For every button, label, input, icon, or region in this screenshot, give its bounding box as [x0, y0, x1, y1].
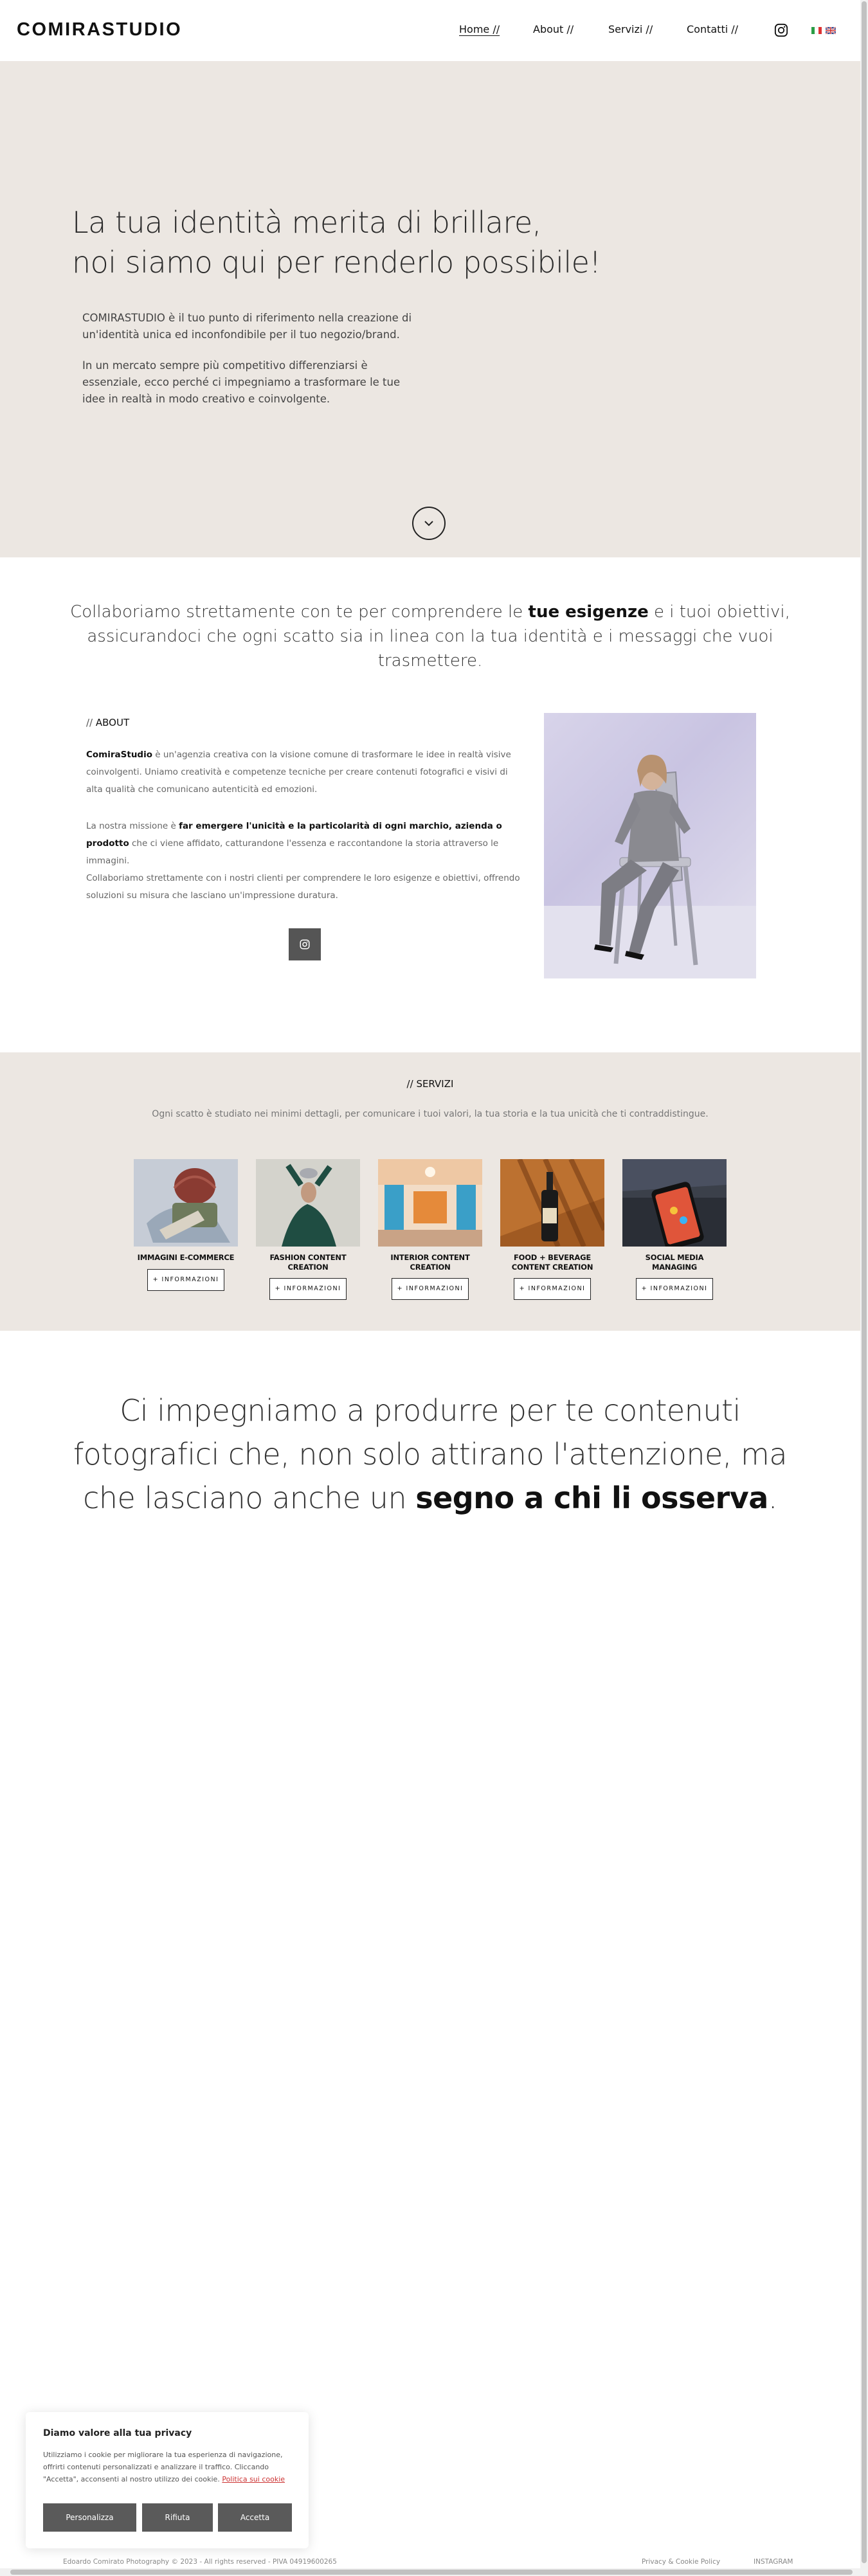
collab-bold: tue esigenze — [528, 602, 649, 622]
about-paragraph-2 — [86, 818, 523, 870]
about-photo — [544, 713, 756, 978]
service-card-ecommerce[interactable] — [134, 1159, 238, 1291]
service-image-fashion — [256, 1159, 360, 1247]
service-caption: SOCIAL MEDIA MANAGING — [645, 1253, 704, 1272]
cookie-accept-button[interactable]: Accetta — [218, 2503, 292, 2532]
hero-paragraph-1: COMIRASTUDIO è il tuo punto di riferimento nella creazione di un'identità unica ed inconfondibile per il tuo negozio/brand. — [82, 312, 412, 341]
cookie-personalize-button[interactable]: Personalizza — [43, 2503, 136, 2532]
collab-text-2: e i tuoi obiettivi, assicurandoci che ogni scatto sia in linea con la tua identità e i messaggi che vuoi trasmettere. — [87, 602, 790, 671]
services-slash: // — [406, 1078, 417, 1090]
cookie-text — [43, 2449, 294, 2485]
flag-en-icon[interactable] — [826, 27, 836, 34]
services-title: SERVIZI — [416, 1078, 454, 1090]
language-switcher — [811, 27, 836, 34]
service-info-button[interactable]: + INFORMAZIONI — [392, 1278, 469, 1300]
hero-title-line2: noi siamo qui per renderlo possibile! — [72, 245, 601, 280]
vertical-scrollbar[interactable] — [860, 0, 868, 2576]
service-image-interior — [378, 1159, 482, 1247]
services-subtitle: Ogni scatto è studiato nei minimi dettagli, per comunicare i tuoi valori, la tua storia e la tua unicità che ti contraddistingue. — [152, 1109, 709, 1119]
services-section — [0, 1052, 860, 1331]
service-image-ecommerce — [134, 1159, 238, 1247]
site-header — [0, 0, 860, 61]
instagram-icon[interactable] — [774, 23, 788, 37]
footer-instagram-link[interactable]: INSTAGRAM — [754, 2558, 793, 2566]
service-card-interior[interactable] — [378, 1159, 482, 1300]
about-instagram-button[interactable] — [289, 928, 321, 960]
about-text-1: è un'agenzia creativa con la visione comune di trasformare le idee in realtà visive coinvolgenti. Uniamo creatività e competenze tecniche per creare contenuti fotografici e visivi di alta qualità che comunicano autenticità ed emozioni. — [86, 750, 511, 795]
horizontal-scroll-thumb[interactable] — [10, 2570, 853, 2575]
about-text-2a: La nostra missione è — [86, 821, 179, 831]
about-text-2b: che ci viene affidato, catturandone l'essenza e raccontandone la storia attraverso le immagini. — [86, 838, 499, 866]
cookie-reject-button[interactable]: Rifiuta — [142, 2503, 213, 2532]
hero-paragraph-2: In un mercato sempre più competitivo differenziarsi è essenziale, ecco perché ci impegniamo a trasformare le tue idee in realtà in modo creativo e coinvolgente. — [82, 359, 401, 405]
nav-about[interactable]: About // — [533, 23, 574, 35]
nav-home[interactable]: Home // — [459, 23, 500, 35]
service-info-button[interactable]: + INFORMAZIONI — [514, 1278, 591, 1300]
hero-section — [0, 61, 860, 557]
about-title: ABOUT — [95, 717, 130, 728]
flag-it-icon[interactable] — [811, 27, 822, 34]
service-image-food — [500, 1159, 604, 1247]
commitment-text-1: Ci impegniamo a produrre per te contenuti fotografici che, non solo attirano l'attenzione, ma che lasciano anche un — [73, 1393, 788, 1515]
footer-copyright: Edoardo Comirato Photography © 2023 - All rights reserved - PIVA 04919600265 — [63, 2558, 337, 2566]
chevron-down-icon — [422, 516, 436, 530]
about-slash: // — [86, 717, 96, 728]
service-caption: INTERIOR CONTENT CREATION — [390, 1253, 470, 1272]
cookie-banner — [26, 2412, 309, 2548]
services-heading — [0, 1078, 860, 1090]
instagram-icon — [299, 939, 311, 950]
hero-title — [72, 203, 651, 282]
service-info-button[interactable]: + INFORMAZIONI — [269, 1278, 347, 1300]
collab-statement — [39, 600, 822, 673]
cookie-policy-link[interactable]: Politica sui cookie — [222, 2475, 285, 2483]
commitment-bold: segno a chi li osserva — [415, 1481, 768, 1515]
service-caption: FOOD + BEVERAGE CONTENT CREATION — [511, 1253, 593, 1272]
model-on-chair-image — [544, 713, 756, 978]
commitment-statement — [51, 1389, 809, 1520]
service-card-food[interactable] — [500, 1159, 604, 1300]
nav-servizi[interactable]: Servizi // — [608, 23, 653, 35]
service-caption: IMMAGINI E-COMMERCE — [137, 1253, 235, 1262]
service-info-button[interactable]: + INFORMAZIONI — [636, 1278, 713, 1300]
service-info-button[interactable]: + INFORMAZIONI — [147, 1269, 224, 1291]
service-image-social — [622, 1159, 727, 1247]
cookie-body: Utilizziamo i cookie per migliorare la tua esperienza di navigazione, offrirti contenuti personalizzati e analizzare il traffico. Cliccando "Accetta", acconsenti al nostro utilizzo dei cookie. — [43, 2451, 283, 2483]
scroll-down-button[interactable] — [412, 507, 446, 540]
about-heading — [86, 717, 129, 728]
service-card-social[interactable] — [622, 1159, 727, 1300]
about-brand: ComiraStudio — [86, 750, 152, 760]
horizontal-scrollbar[interactable] — [0, 2568, 860, 2576]
cookie-title: Diamo valore alla tua privacy — [43, 2428, 192, 2438]
logo[interactable]: COMIRASTUDIO — [17, 19, 183, 40]
vertical-scroll-thumb[interactable] — [862, 1, 867, 2563]
about-mission: far emergere l'unicità e la particolarità di ogni marchio, azienda o prodotto — [86, 821, 502, 849]
footer-privacy-link[interactable]: Privacy & Cookie Policy — [642, 2558, 721, 2566]
nav-contatti[interactable]: Contatti // — [687, 23, 739, 35]
service-card-fashion[interactable] — [256, 1159, 360, 1300]
collab-text-1: Collaboriamo strettamente con te per comprendere le — [70, 602, 529, 622]
commitment-text-2: . — [768, 1481, 777, 1515]
hero-title-line1: La tua identità merita di brillare, — [72, 205, 541, 240]
about-paragraph-1 — [86, 746, 523, 798]
service-caption: FASHION CONTENT CREATION — [269, 1253, 347, 1272]
about-paragraph-3: Collaboriamo strettamente con i nostri clienti per comprendere le loro esigenze e obiettivi, offrendo soluzioni su misura che lasciano un'impressione duratura. — [86, 873, 520, 901]
